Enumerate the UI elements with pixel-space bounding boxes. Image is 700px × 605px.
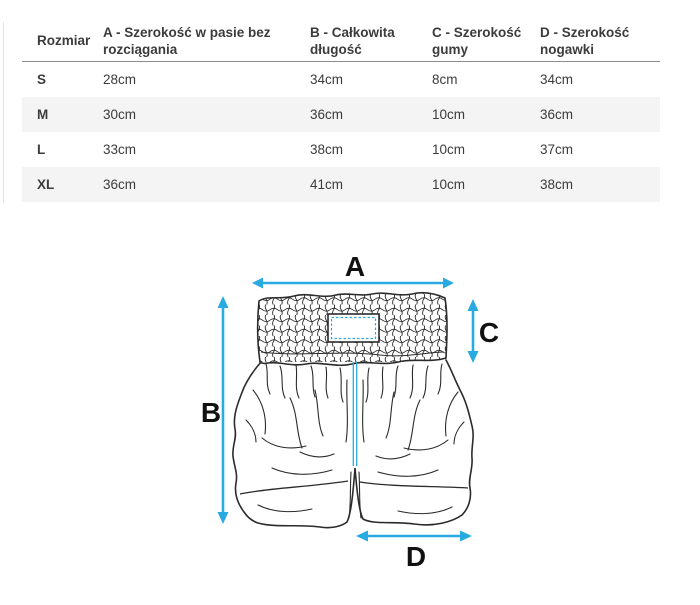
column-header-elastic-width: C - Szerokość gumy bbox=[432, 20, 540, 62]
size-cell: S bbox=[37, 72, 47, 87]
value-cell: 8cm bbox=[432, 72, 458, 87]
waistband-label-patch bbox=[328, 314, 379, 342]
value-cell: 10cm bbox=[432, 107, 466, 122]
dim-label-a: A bbox=[344, 251, 366, 282]
label-patch-stitching bbox=[332, 318, 376, 339]
size-table bbox=[22, 20, 660, 202]
right-leg-hem-line bbox=[360, 482, 468, 488]
dim-arrow-c bbox=[468, 299, 479, 363]
value-cell: 10cm bbox=[432, 142, 466, 157]
column-header-size: Rozmiar bbox=[22, 20, 103, 62]
size-cell: L bbox=[37, 142, 46, 157]
value-cell: 38cm bbox=[540, 177, 574, 192]
value-cell: 34cm bbox=[540, 72, 574, 87]
waistband-shirring-texture bbox=[256, 292, 448, 362]
page-left-divider bbox=[3, 22, 4, 203]
dim-arrow-b bbox=[218, 296, 229, 524]
shorts-line-art bbox=[233, 292, 473, 528]
dim-label-c: C bbox=[478, 317, 500, 348]
column-header-total-length: B - Całkowita długość bbox=[310, 20, 432, 62]
value-cell: 37cm bbox=[540, 142, 574, 157]
center-seam bbox=[353, 362, 356, 466]
value-cell: 34cm bbox=[310, 72, 344, 87]
value-cell: 36cm bbox=[540, 107, 574, 122]
value-cell: 36cm bbox=[310, 107, 344, 122]
value-cell: 36cm bbox=[103, 177, 137, 192]
value-cell: 30cm bbox=[103, 107, 137, 122]
size-chart-section bbox=[22, 20, 660, 202]
size-cell: XL bbox=[37, 177, 55, 192]
dim-arrow-a bbox=[252, 278, 454, 289]
waist-gather-wrinkles bbox=[266, 364, 442, 402]
column-header-waist-width: A - Szerokość w pasie bez rozciągania bbox=[103, 20, 310, 62]
column-header-leg-width: D - Szerokość nogawki bbox=[540, 20, 660, 62]
waistband-bottom-line bbox=[261, 352, 444, 356]
value-cell: 33cm bbox=[103, 142, 137, 157]
value-cell: 38cm bbox=[310, 142, 344, 157]
dim-label-d: D bbox=[405, 541, 427, 572]
waistband-outline bbox=[258, 293, 447, 365]
fabric-wrinkles bbox=[246, 380, 464, 518]
table-row bbox=[22, 132, 660, 167]
shorts-body-outline bbox=[233, 360, 473, 528]
dim-label-b: B bbox=[200, 397, 222, 428]
value-cell: 41cm bbox=[310, 177, 344, 192]
table-row bbox=[22, 167, 660, 202]
size-cell: M bbox=[37, 107, 49, 122]
table-row bbox=[22, 97, 660, 132]
left-leg-hem-line bbox=[240, 481, 348, 494]
value-cell: 28cm bbox=[103, 72, 137, 87]
dim-arrow-d bbox=[356, 531, 472, 542]
table-header-row bbox=[22, 20, 660, 62]
dimension-arrows bbox=[218, 278, 479, 542]
table-row bbox=[22, 62, 660, 98]
value-cell: 10cm bbox=[432, 177, 466, 192]
